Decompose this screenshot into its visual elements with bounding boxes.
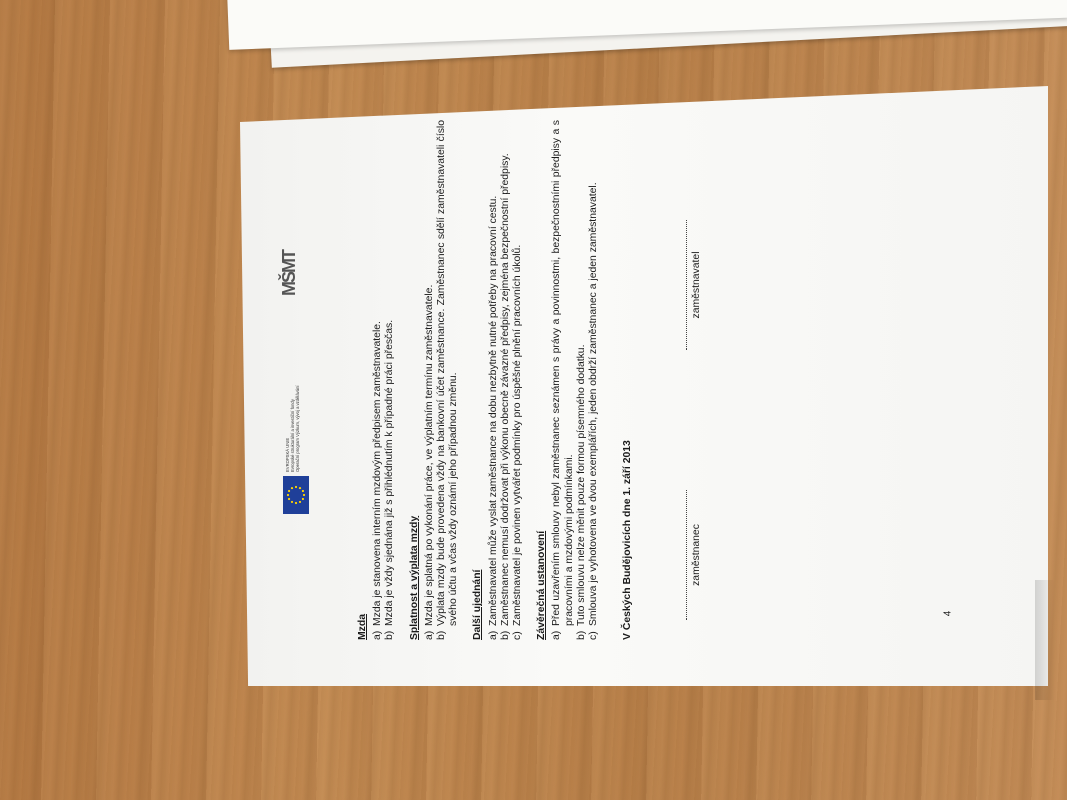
page-number: 4	[942, 610, 954, 617]
section-title: Splatnost a výplata mzdy	[408, 515, 420, 640]
item-text: Tuto smlouvu nelze měnit pouze formou písemného dodatku.	[575, 344, 587, 626]
item-label: b)	[384, 630, 396, 640]
item-label: c)	[512, 631, 524, 640]
employer-signature-label: zaměstnavatel	[691, 251, 703, 319]
item-text: Před uzavřením smlouvy nebyl zaměstnanec seznámen s právy a povinnostmi, bezpečnostními předpisy a s pracovními a mzdovými podmínkami.	[551, 120, 575, 626]
item-text: Zaměstnanec nemusí dodržovat při výkonu obecně závazné předpisy, zejména bezpečnostní předpisy.	[499, 153, 511, 626]
document-sections	[357, 120, 600, 640]
employee-signature-label: zaměstnanec	[691, 524, 703, 586]
eu-logo-text: EVROPSKÁ UNIE Evropské strukturální a investiční fondy Operační program Výzkum, vývoj a vzdělávání	[285, 385, 300, 472]
item-text: Zaměstnavatel může vyslat zaměstnance na dobu nezbytně nutné potřeby na pracovní cestu.	[487, 195, 499, 626]
signature-block	[686, 120, 726, 640]
section-item	[500, 120, 512, 640]
item-label: b)	[436, 630, 448, 640]
employee-signature	[686, 490, 703, 620]
document-section	[472, 120, 524, 640]
section-item	[424, 120, 436, 640]
item-text: Mzda je vždy sjednána již s přihlédnutím k případné práci přesčas.	[384, 319, 396, 626]
section-item	[551, 120, 575, 640]
section-item	[488, 120, 500, 640]
msmt-logo	[279, 251, 323, 300]
item-label: c)	[588, 631, 600, 640]
msmt-logo-mark: MŠMT	[279, 251, 299, 296]
place-and-date: V Českých Budějovicích dne 1. září 2013	[622, 440, 634, 640]
item-label: b)	[575, 630, 587, 640]
item-text: Mzda je splatná po vykonání práce, ve výplatním termínu zaměstnavatele.	[423, 284, 435, 626]
item-label: b)	[499, 630, 511, 640]
eu-flag-icon	[283, 476, 309, 514]
item-label: a)	[372, 630, 384, 640]
signature-line	[686, 490, 687, 620]
item-text: Zaměstnavatel je povinen vytvářet podmínky pro úspěšné plnění pracovních úkolů.	[512, 244, 524, 626]
document-content	[279, 120, 703, 640]
section-title: Další ujednání	[472, 569, 484, 640]
section-item	[384, 120, 396, 640]
item-label: a)	[423, 630, 435, 640]
employer-signature	[686, 220, 703, 350]
item-label: a)	[551, 630, 563, 640]
header-logos	[279, 160, 333, 640]
sheet-shadow	[1035, 580, 1055, 700]
section-title: Mzda	[357, 614, 368, 640]
document-section	[536, 120, 600, 640]
item-text: Mzda je stanovena interním mzdovým předpisem zaměstnavatele.	[372, 321, 384, 626]
section-item	[588, 120, 600, 640]
section-item	[436, 120, 460, 640]
section-item	[576, 120, 588, 640]
item-label: a)	[487, 630, 499, 640]
item-text: Výplata mzdy bude provedena vždy na bankovní účet zaměstnance. Zaměstnanec sdělí zaměstnavateli číslo svého účtu a včas vždy oznámí jeho případnou změnu.	[436, 120, 460, 626]
item-text: Smlouva je vyhotovena ve dvou exemplářích, jeden obdrží zaměstnanec a jeden zaměstnavatel.	[588, 182, 600, 626]
document-section	[409, 120, 461, 640]
section-title: Závěrečná ustanovení	[536, 530, 548, 640]
document-section	[357, 120, 397, 640]
section-item	[372, 120, 384, 640]
section-item	[512, 120, 524, 640]
signature-line	[686, 220, 687, 350]
